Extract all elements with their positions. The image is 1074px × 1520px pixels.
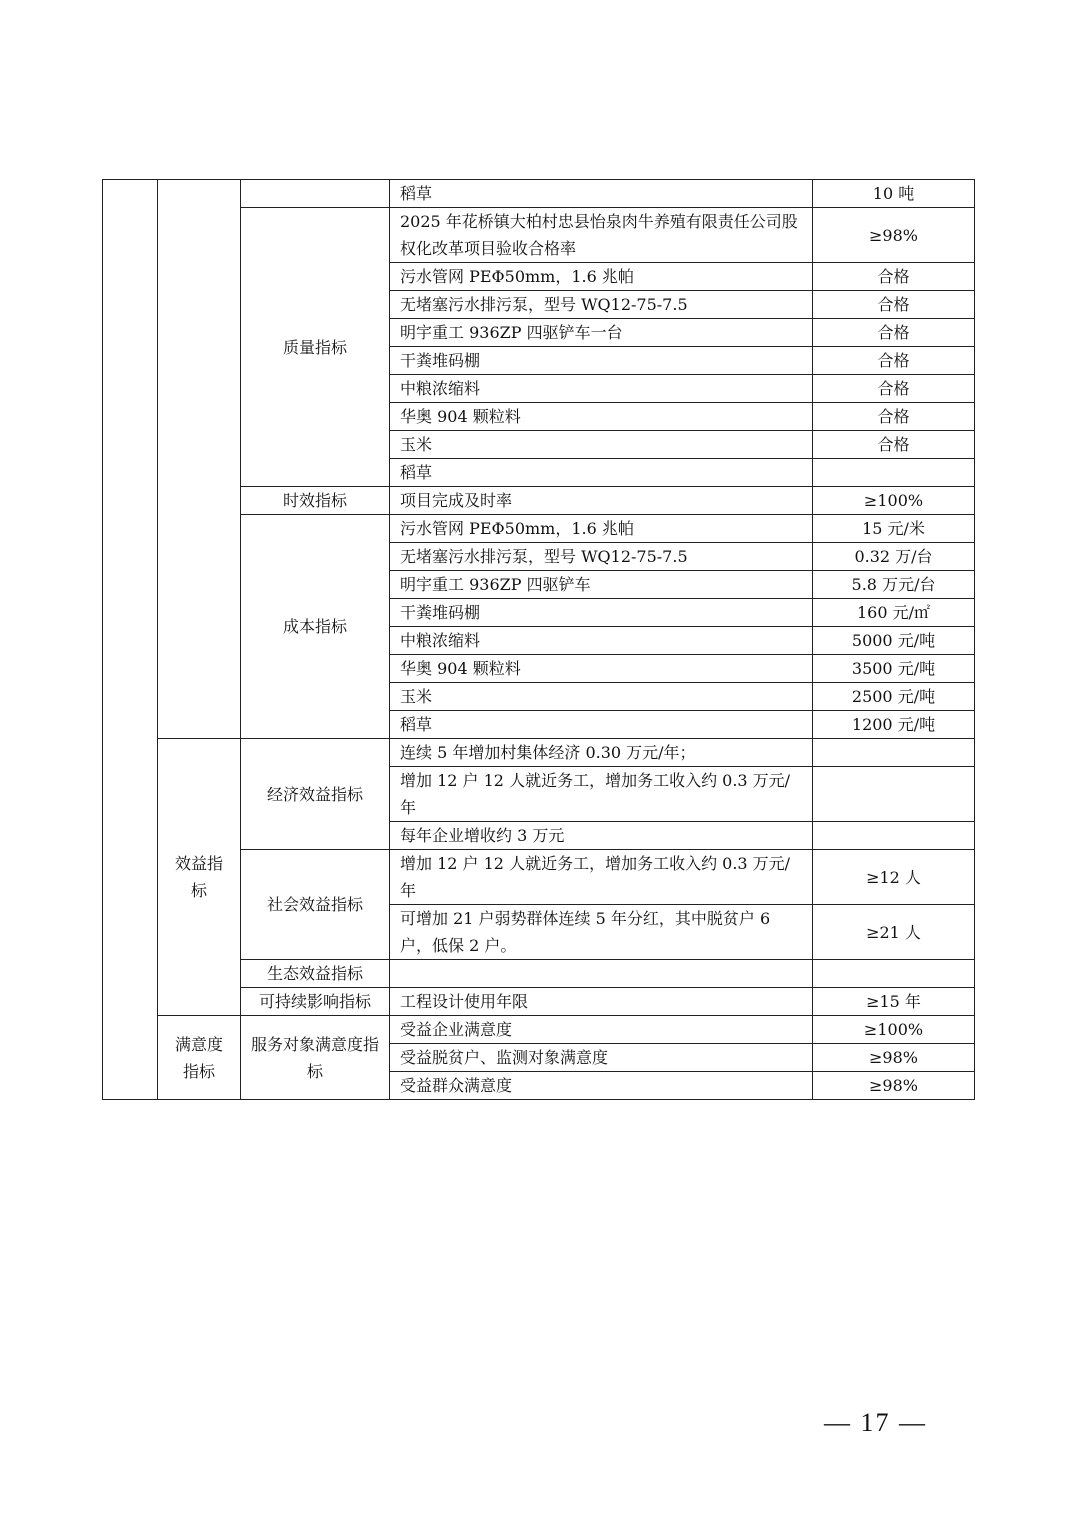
page-number: — 17 — — [824, 1408, 927, 1437]
value-cell: 0.32 万/台 — [813, 543, 975, 571]
value-cell: ≥98% — [813, 208, 975, 263]
item-cell: 稻草 — [390, 711, 813, 739]
item-cell: 项目完成及时率 — [390, 487, 813, 515]
item-cell: 污水管网 PEΦ50mm，1.6 兆帕 — [390, 515, 813, 543]
satisfaction-indicator-label: 满意度指标 — [158, 1016, 241, 1100]
timeliness-indicator-label: 时效指标 — [241, 487, 390, 515]
item-cell: 明宇重工 936ZP 四驱铲车 — [390, 571, 813, 599]
table-row — [103, 1016, 975, 1044]
value-cell: 5000 元/吨 — [813, 627, 975, 655]
value-cell: ≥100% — [813, 487, 975, 515]
item-cell: 明宇重工 936ZP 四驱铲车一台 — [390, 319, 813, 347]
value-cell: 合格 — [813, 319, 975, 347]
value-cell: 合格 — [813, 403, 975, 431]
table-row — [103, 180, 975, 208]
value-cell: 160 元/㎡ — [813, 599, 975, 627]
level3-cell — [241, 180, 390, 208]
item-cell: 增加 12 户 12 人就近务工，增加务工收入约 0.3 万元/年 — [390, 850, 813, 905]
value-cell: ≥98% — [813, 1072, 975, 1100]
cost-indicator-label: 成本指标 — [241, 515, 390, 739]
item-cell: 增加 12 户 12 人就近务工，增加务工收入约 0.3 万元/年 — [390, 767, 813, 822]
value-cell: 合格 — [813, 347, 975, 375]
table-row — [103, 739, 975, 767]
item-cell: 稻草 — [390, 459, 813, 487]
value-cell: 合格 — [813, 291, 975, 319]
value-cell: 3500 元/吨 — [813, 655, 975, 683]
value-cell: 2500 元/吨 — [813, 683, 975, 711]
item-cell: 可增加 21 户弱势群体连续 5 年分红，其中脱贫户 6 户，低保 2 户。 — [390, 905, 813, 960]
value-cell: 合格 — [813, 375, 975, 403]
indicator-table — [102, 179, 975, 1100]
value-cell: 10 吨 — [813, 180, 975, 208]
item-cell: 干粪堆码棚 — [390, 347, 813, 375]
value-cell — [813, 960, 975, 988]
sustainable-indicator-label: 可持续影响指标 — [241, 988, 390, 1016]
value-cell — [813, 459, 975, 487]
item-cell: 无堵塞污水排污泵，型号 WQ12-75-7.5 — [390, 291, 813, 319]
item-cell: 污水管网 PEΦ50mm，1.6 兆帕 — [390, 263, 813, 291]
item-cell: 受益脱贫户、监测对象满意度 — [390, 1044, 813, 1072]
value-cell: 1200 元/吨 — [813, 711, 975, 739]
economic-indicator-label: 经济效益指标 — [241, 739, 390, 850]
item-cell: 2025 年花桥镇大柏村忠县怡泉肉牛养殖有限责任公司股权化改革项目验收合格率 — [390, 208, 813, 263]
value-cell — [813, 822, 975, 850]
item-cell — [390, 960, 813, 988]
value-cell: ≥100% — [813, 1016, 975, 1044]
item-cell: 华奥 904 颗粒料 — [390, 655, 813, 683]
value-cell: ≥21 人 — [813, 905, 975, 960]
value-cell — [813, 739, 975, 767]
item-cell: 工程设计使用年限 — [390, 988, 813, 1016]
item-cell: 干粪堆码棚 — [390, 599, 813, 627]
item-cell: 玉米 — [390, 683, 813, 711]
item-cell: 玉米 — [390, 431, 813, 459]
item-cell: 每年企业增收约 3 万元 — [390, 822, 813, 850]
value-cell: 15 元/米 — [813, 515, 975, 543]
item-cell: 华奥 904 颗粒料 — [390, 403, 813, 431]
output-level2-cell — [158, 180, 241, 739]
value-cell: ≥15 年 — [813, 988, 975, 1016]
item-cell: 受益群众满意度 — [390, 1072, 813, 1100]
ecological-indicator-label: 生态效益指标 — [241, 960, 390, 988]
benefit-indicator-label: 效益指标 — [158, 739, 241, 1016]
item-cell: 中粮浓缩料 — [390, 375, 813, 403]
item-cell: 无堵塞污水排污泵，型号 WQ12-75-7.5 — [390, 543, 813, 571]
item-cell: 受益企业满意度 — [390, 1016, 813, 1044]
value-cell: 合格 — [813, 431, 975, 459]
value-cell: 5.8 万元/台 — [813, 571, 975, 599]
service-indicator-label: 服务对象满意度指标 — [241, 1016, 390, 1100]
item-cell: 稻草 — [390, 180, 813, 208]
value-cell: ≥12 人 — [813, 850, 975, 905]
item-cell: 连续 5 年增加村集体经济 0.30 万元/年； — [390, 739, 813, 767]
value-cell: 合格 — [813, 263, 975, 291]
social-indicator-label: 社会效益指标 — [241, 850, 390, 960]
item-cell: 中粮浓缩料 — [390, 627, 813, 655]
value-cell: ≥98% — [813, 1044, 975, 1072]
level1-cell — [103, 180, 158, 1100]
quality-indicator-label: 质量指标 — [241, 208, 390, 487]
value-cell — [813, 767, 975, 822]
